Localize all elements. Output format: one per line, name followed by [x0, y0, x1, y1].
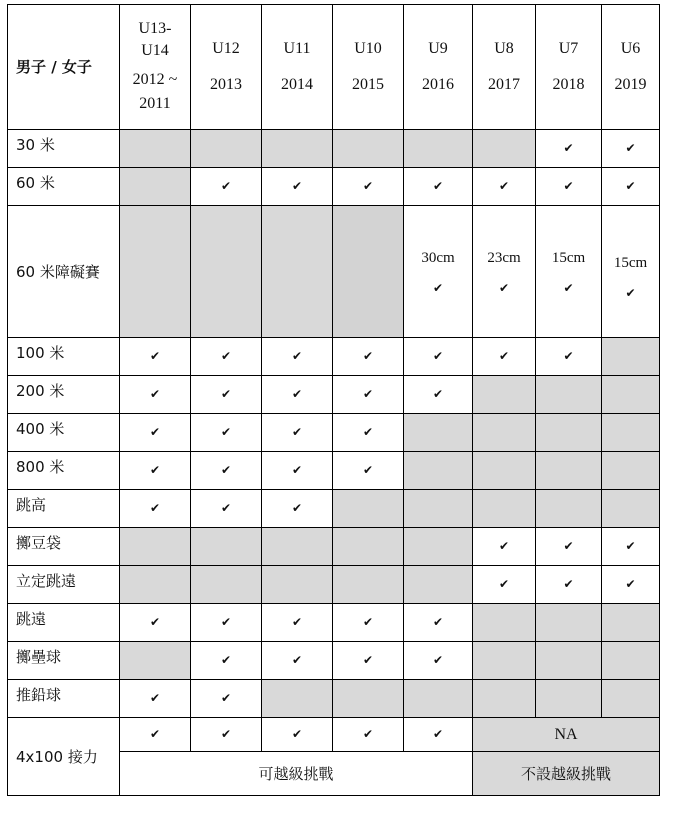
check-icon: ✔ — [149, 349, 161, 363]
eligibility-cell — [191, 338, 262, 376]
eligibility-cell — [333, 452, 404, 490]
check-icon: ✔ — [220, 463, 232, 477]
eligibility-cell — [404, 452, 473, 490]
eligibility-cell — [473, 604, 536, 642]
eligibility-cell — [262, 604, 333, 642]
eligibility-cell — [120, 338, 191, 376]
eligibility-cell — [536, 452, 602, 490]
eligibility-cell — [120, 376, 191, 414]
check-icon: ✔ — [149, 615, 161, 629]
eligibility-cell — [191, 130, 262, 168]
check-icon: ✔ — [498, 539, 510, 553]
eligibility-cell — [536, 130, 602, 168]
eligibility-cell — [262, 642, 333, 680]
eligibility-cell — [602, 490, 660, 528]
col-code: U10 — [354, 40, 382, 57]
check-icon: ✔ — [362, 727, 374, 741]
event-label: 擲豆袋 — [8, 528, 120, 566]
check-icon: ✔ — [291, 501, 303, 515]
eligibility-cell — [404, 206, 473, 338]
eligibility-cell — [602, 642, 660, 680]
event-row — [8, 566, 660, 604]
event-label: 推鉛球 — [8, 680, 120, 718]
no-challenge-note: 不設越級挑戰 — [473, 752, 660, 796]
eligibility-cell — [120, 452, 191, 490]
eligibility-cell — [404, 376, 473, 414]
check-icon: ✔ — [362, 349, 374, 363]
event-label: 擲壘球 — [8, 642, 120, 680]
eligibility-cell — [536, 168, 602, 206]
eligibility-cell — [536, 566, 602, 604]
event-label: 立定跳遠 — [8, 566, 120, 604]
eligibility-cell — [262, 414, 333, 452]
eligibility-cell — [191, 168, 262, 206]
event-label: 100 米 — [8, 338, 120, 376]
eligibility-cell — [602, 566, 660, 604]
check-icon: ✔ — [291, 463, 303, 477]
col-year: 2019 — [614, 76, 647, 93]
col-code: U9 — [428, 40, 448, 57]
check-icon: ✔ — [625, 141, 636, 155]
check-icon: ✔ — [362, 653, 374, 667]
col-header-u10 — [333, 5, 404, 130]
eligibility-cell — [404, 130, 473, 168]
col-code: U11 — [283, 40, 311, 57]
check-icon: ✔ — [220, 387, 232, 401]
check-icon: ✔ — [432, 615, 444, 629]
eligibility-cell — [191, 718, 262, 752]
check-icon: ✔ — [291, 425, 303, 439]
event-row — [8, 130, 660, 168]
check-icon: ✔ — [625, 179, 636, 193]
col-year: 2012 ~ 2011 — [132, 71, 178, 112]
check-icon: ✔ — [563, 539, 574, 553]
check-icon: ✔ — [220, 727, 232, 741]
col-year: 2018 — [552, 76, 585, 93]
eligibility-cell — [602, 168, 660, 206]
col-code: U7 — [558, 40, 579, 57]
eligibility-cell — [473, 452, 536, 490]
check-icon: ✔ — [563, 280, 574, 295]
eligibility-cell — [191, 566, 262, 604]
check-icon: ✔ — [220, 501, 232, 515]
eligibility-cell — [536, 642, 602, 680]
check-icon: ✔ — [291, 349, 303, 363]
event-label: 60 米 — [8, 168, 120, 206]
eligibility-cell — [404, 604, 473, 642]
col-header-u6 — [602, 5, 660, 130]
check-icon: ✔ — [432, 280, 444, 295]
eligibility-cell — [404, 642, 473, 680]
eligibility-cell — [473, 376, 536, 414]
event-label: 800 米 — [8, 452, 120, 490]
check-icon: ✔ — [563, 577, 574, 591]
eligibility-cell — [473, 338, 536, 376]
event-row — [8, 206, 660, 338]
check-icon: ✔ — [432, 387, 444, 401]
eligibility-cell — [404, 718, 473, 752]
check-icon: ✔ — [498, 179, 510, 193]
eligibility-cell — [333, 338, 404, 376]
check-icon: ✔ — [291, 387, 303, 401]
check-icon: ✔ — [362, 615, 374, 629]
eligibility-cell — [120, 414, 191, 452]
eligibility-cell — [191, 414, 262, 452]
eligibility-cell — [120, 642, 191, 680]
eligibility-cell — [602, 604, 660, 642]
header-row — [8, 5, 660, 130]
check-icon: ✔ — [149, 501, 161, 515]
eligibility-cell — [262, 528, 333, 566]
eligibility-cell — [536, 338, 602, 376]
event-label: 200 米 — [8, 376, 120, 414]
eligibility-cell — [333, 604, 404, 642]
check-icon: ✔ — [563, 349, 574, 363]
eligibility-cell — [536, 206, 602, 338]
event-label: 跳高 — [8, 490, 120, 528]
check-icon: ✔ — [220, 179, 232, 193]
eligibility-cell — [262, 206, 333, 338]
check-icon: ✔ — [149, 387, 161, 401]
event-label: 跳遠 — [8, 604, 120, 642]
eligibility-cell — [473, 206, 536, 338]
check-icon: ✔ — [362, 179, 374, 193]
check-icon: ✔ — [220, 691, 232, 705]
eligibility-cell — [262, 168, 333, 206]
check-icon: ✔ — [220, 653, 232, 667]
eligibility-cell — [262, 680, 333, 718]
col-header-u11 — [262, 5, 333, 130]
check-icon: ✔ — [220, 349, 232, 363]
relay-row — [8, 718, 660, 752]
check-icon: ✔ — [220, 615, 232, 629]
eligibility-cell — [191, 452, 262, 490]
eligibility-cell — [333, 528, 404, 566]
eligibility-cell — [120, 680, 191, 718]
eligibility-cell — [333, 168, 404, 206]
hurdle-height: 15cm — [551, 249, 586, 266]
event-row — [8, 376, 660, 414]
events-eligibility-table — [7, 4, 660, 796]
eligibility-cell — [120, 490, 191, 528]
relay-event-label: 4x100 接力 — [8, 718, 120, 796]
eligibility-cell — [473, 490, 536, 528]
eligibility-cell — [333, 376, 404, 414]
relay-na-cell: NA — [473, 718, 660, 752]
eligibility-cell — [120, 168, 191, 206]
hurdle-height: 30cm — [421, 249, 455, 266]
check-icon: ✔ — [291, 179, 303, 193]
col-year: 2016 — [422, 76, 454, 93]
col-code: U13- U14 — [138, 20, 172, 59]
eligibility-cell — [120, 718, 191, 752]
check-icon: ✔ — [291, 653, 303, 667]
eligibility-cell — [120, 206, 191, 338]
event-row — [8, 168, 660, 206]
eligibility-cell — [602, 206, 660, 338]
hurdle-height: 15cm — [613, 254, 648, 271]
check-icon: ✔ — [498, 349, 510, 363]
eligibility-cell — [333, 566, 404, 604]
eligibility-cell — [404, 680, 473, 718]
col-header-u7 — [536, 5, 602, 130]
eligibility-cell — [536, 528, 602, 566]
col-year: 2013 — [210, 76, 242, 93]
col-year: 2017 — [488, 76, 520, 93]
eligibility-cell — [191, 642, 262, 680]
eligibility-cell — [333, 718, 404, 752]
eligibility-cell — [262, 130, 333, 168]
check-icon: ✔ — [291, 615, 303, 629]
check-icon: ✔ — [149, 727, 161, 741]
eligibility-cell — [404, 168, 473, 206]
eligibility-cell — [602, 452, 660, 490]
col-header-u12 — [191, 5, 262, 130]
check-icon: ✔ — [432, 727, 444, 741]
check-icon: ✔ — [362, 425, 374, 439]
eligibility-cell — [191, 604, 262, 642]
eligibility-cell — [404, 338, 473, 376]
check-icon: ✔ — [362, 463, 374, 477]
eligibility-cell — [602, 414, 660, 452]
eligibility-cell — [120, 566, 191, 604]
col-code: U6 — [620, 40, 641, 57]
eligibility-cell — [262, 490, 333, 528]
eligibility-cell — [120, 604, 191, 642]
event-row — [8, 680, 660, 718]
eligibility-cell — [473, 414, 536, 452]
event-label: 60 米障礙賽 — [8, 206, 120, 338]
event-row — [8, 642, 660, 680]
eligibility-cell — [404, 528, 473, 566]
col-header-u8 — [473, 5, 536, 130]
eligibility-cell — [262, 718, 333, 752]
col-header-u13-u14 — [120, 5, 191, 130]
hurdle-height: 23cm — [487, 249, 521, 266]
eligibility-cell — [191, 680, 262, 718]
eligibility-cell — [536, 604, 602, 642]
eligibility-cell — [333, 490, 404, 528]
col-header-u9 — [404, 5, 473, 130]
eligibility-cell — [191, 490, 262, 528]
check-icon: ✔ — [149, 425, 161, 439]
eligibility-cell — [191, 528, 262, 566]
eligibility-cell — [333, 130, 404, 168]
eligibility-cell — [333, 206, 404, 338]
eligibility-cell — [262, 376, 333, 414]
eligibility-cell — [404, 566, 473, 604]
eligibility-cell — [473, 680, 536, 718]
check-icon: ✔ — [149, 463, 161, 477]
check-icon: ✔ — [220, 425, 232, 439]
eligibility-cell — [536, 414, 602, 452]
event-row — [8, 338, 660, 376]
eligibility-cell — [473, 642, 536, 680]
event-label: 400 米 — [8, 414, 120, 452]
check-icon: ✔ — [149, 691, 161, 705]
check-icon: ✔ — [563, 179, 574, 193]
eligibility-cell — [602, 376, 660, 414]
eligibility-cell — [536, 490, 602, 528]
col-code: U8 — [494, 40, 514, 57]
event-row — [8, 528, 660, 566]
eligibility-cell — [333, 642, 404, 680]
eligibility-cell — [191, 206, 262, 338]
eligibility-cell — [262, 338, 333, 376]
check-icon: ✔ — [432, 349, 444, 363]
check-icon: ✔ — [625, 285, 636, 300]
eligibility-cell — [262, 566, 333, 604]
eligibility-cell — [602, 528, 660, 566]
check-icon: ✔ — [498, 280, 510, 295]
col-year: 2014 — [281, 76, 313, 93]
check-icon: ✔ — [625, 539, 636, 553]
check-icon: ✔ — [625, 577, 636, 591]
eligibility-cell — [602, 338, 660, 376]
eligibility-cell — [333, 680, 404, 718]
eligibility-cell — [536, 376, 602, 414]
eligibility-cell — [262, 452, 333, 490]
eligibility-cell — [120, 130, 191, 168]
check-icon: ✔ — [563, 141, 574, 155]
check-icon: ✔ — [362, 387, 374, 401]
check-icon: ✔ — [498, 577, 510, 591]
event-label: 30 米 — [8, 130, 120, 168]
event-row — [8, 604, 660, 642]
can-challenge-note: 可越級挑戰 — [120, 752, 473, 796]
eligibility-cell — [473, 130, 536, 168]
eligibility-cell — [473, 168, 536, 206]
col-code: U12 — [212, 40, 240, 57]
eligibility-cell — [404, 414, 473, 452]
eligibility-cell — [333, 414, 404, 452]
category-header: 男子 / 女子 — [8, 5, 120, 130]
eligibility-cell — [602, 680, 660, 718]
eligibility-cell — [473, 566, 536, 604]
check-icon: ✔ — [291, 727, 303, 741]
event-row — [8, 452, 660, 490]
event-row — [8, 490, 660, 528]
event-row — [8, 414, 660, 452]
eligibility-cell — [473, 528, 536, 566]
check-icon: ✔ — [432, 653, 444, 667]
eligibility-cell — [404, 490, 473, 528]
eligibility-cell — [191, 376, 262, 414]
col-year: 2015 — [352, 76, 384, 93]
eligibility-cell — [120, 528, 191, 566]
eligibility-cell — [536, 680, 602, 718]
check-icon: ✔ — [432, 179, 444, 193]
eligibility-cell — [602, 130, 660, 168]
